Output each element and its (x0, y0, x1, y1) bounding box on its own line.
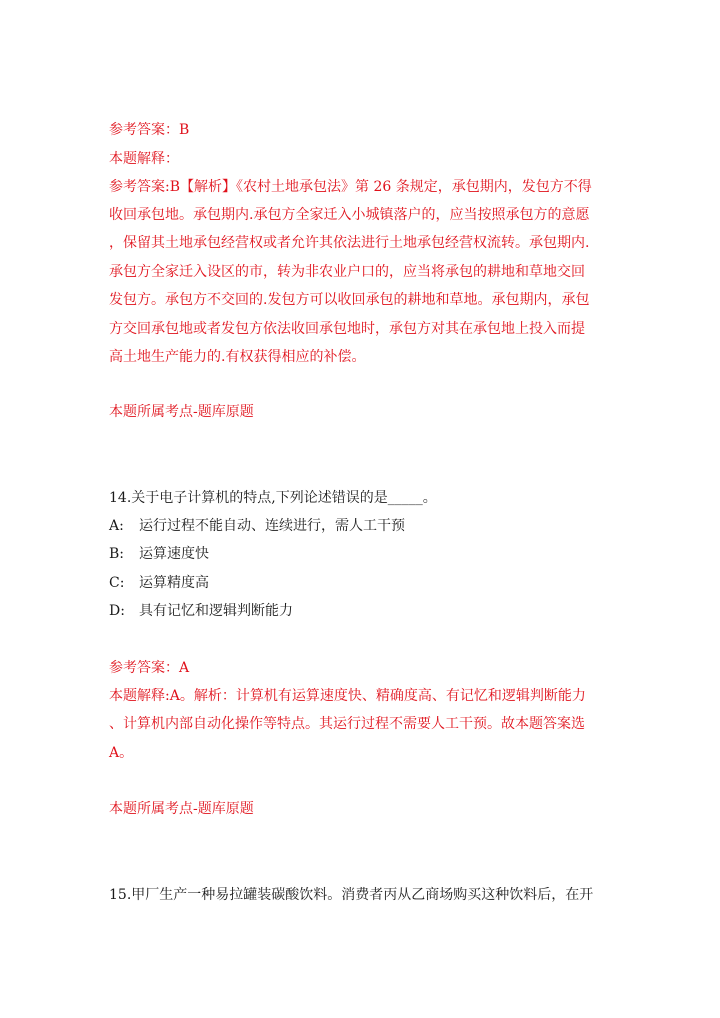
explanation-line: ，保留其土地承包经营权或者允许其依法进行土地承包经营权流转。承包期内. (109, 235, 590, 251)
topic-14: 本题所属考点-题库原题 (109, 801, 254, 817)
option-label: C: (109, 575, 125, 591)
explanation-line: 发包方。承包方不交回的.发包方可以收回承包的耕地和草地。承包期内，承包 (109, 292, 590, 308)
question-15: 15.甲厂生产一种易拉罐装碳酸饮料。消费者丙从乙商场购买这种饮料后，在开 (109, 887, 594, 903)
explanation-line: A。 (109, 745, 134, 761)
explanation-line: 高土地生产能力的.有权获得相应的补偿。 (109, 349, 366, 365)
explanation-line: 收回承包地。承包期内.承包方全家迁入小城镇落户的，应当按照承包方的意愿 (109, 207, 590, 223)
explanation-line: 、计算机内部自动化操作等特点。其运行过程不需要人工干预。故本题答案选 (109, 716, 585, 732)
question-14: 14.关于电子计算机的特点,下列论述错误的是_____。 (109, 490, 437, 506)
explanation-line: 承包方全家迁入设区的市，转为非农业户口的，应当将承包的耕地和草地交回 (109, 264, 585, 280)
option-d (109, 602, 293, 620)
option-text: 运算精度高 (139, 575, 209, 591)
option-text: 运算速度快 (139, 546, 209, 562)
option-text: 具有记忆和逻辑判断能力 (139, 603, 293, 619)
option-label: D: (109, 603, 125, 619)
explanation-heading-13: 本题解释： (109, 151, 179, 167)
answer-14: 参考答案：A (109, 660, 190, 676)
explanation-line: 方交回承包地或者发包方依法收回承包地时，承包方对其在承包地上投入而提 (109, 321, 585, 337)
option-c (109, 574, 209, 592)
option-label: A: (109, 518, 124, 534)
option-b (109, 545, 209, 563)
answer-13: 参考答案：B (109, 122, 190, 138)
explanation-line: 本题解释:A。解析：计算机有运算速度快、精确度高、有记忆和逻辑判断能力 (109, 688, 586, 704)
option-a (109, 517, 405, 535)
option-text: 运行过程不能自动、连续进行，需人工干预 (139, 518, 405, 534)
topic-13: 本题所属考点-题库原题 (109, 404, 254, 420)
explanation-line: 参考答案:B【解析】《农村土地承包法》第 26 条规定，承包期内，发包方不得 (109, 179, 592, 195)
option-label: B: (109, 546, 125, 562)
